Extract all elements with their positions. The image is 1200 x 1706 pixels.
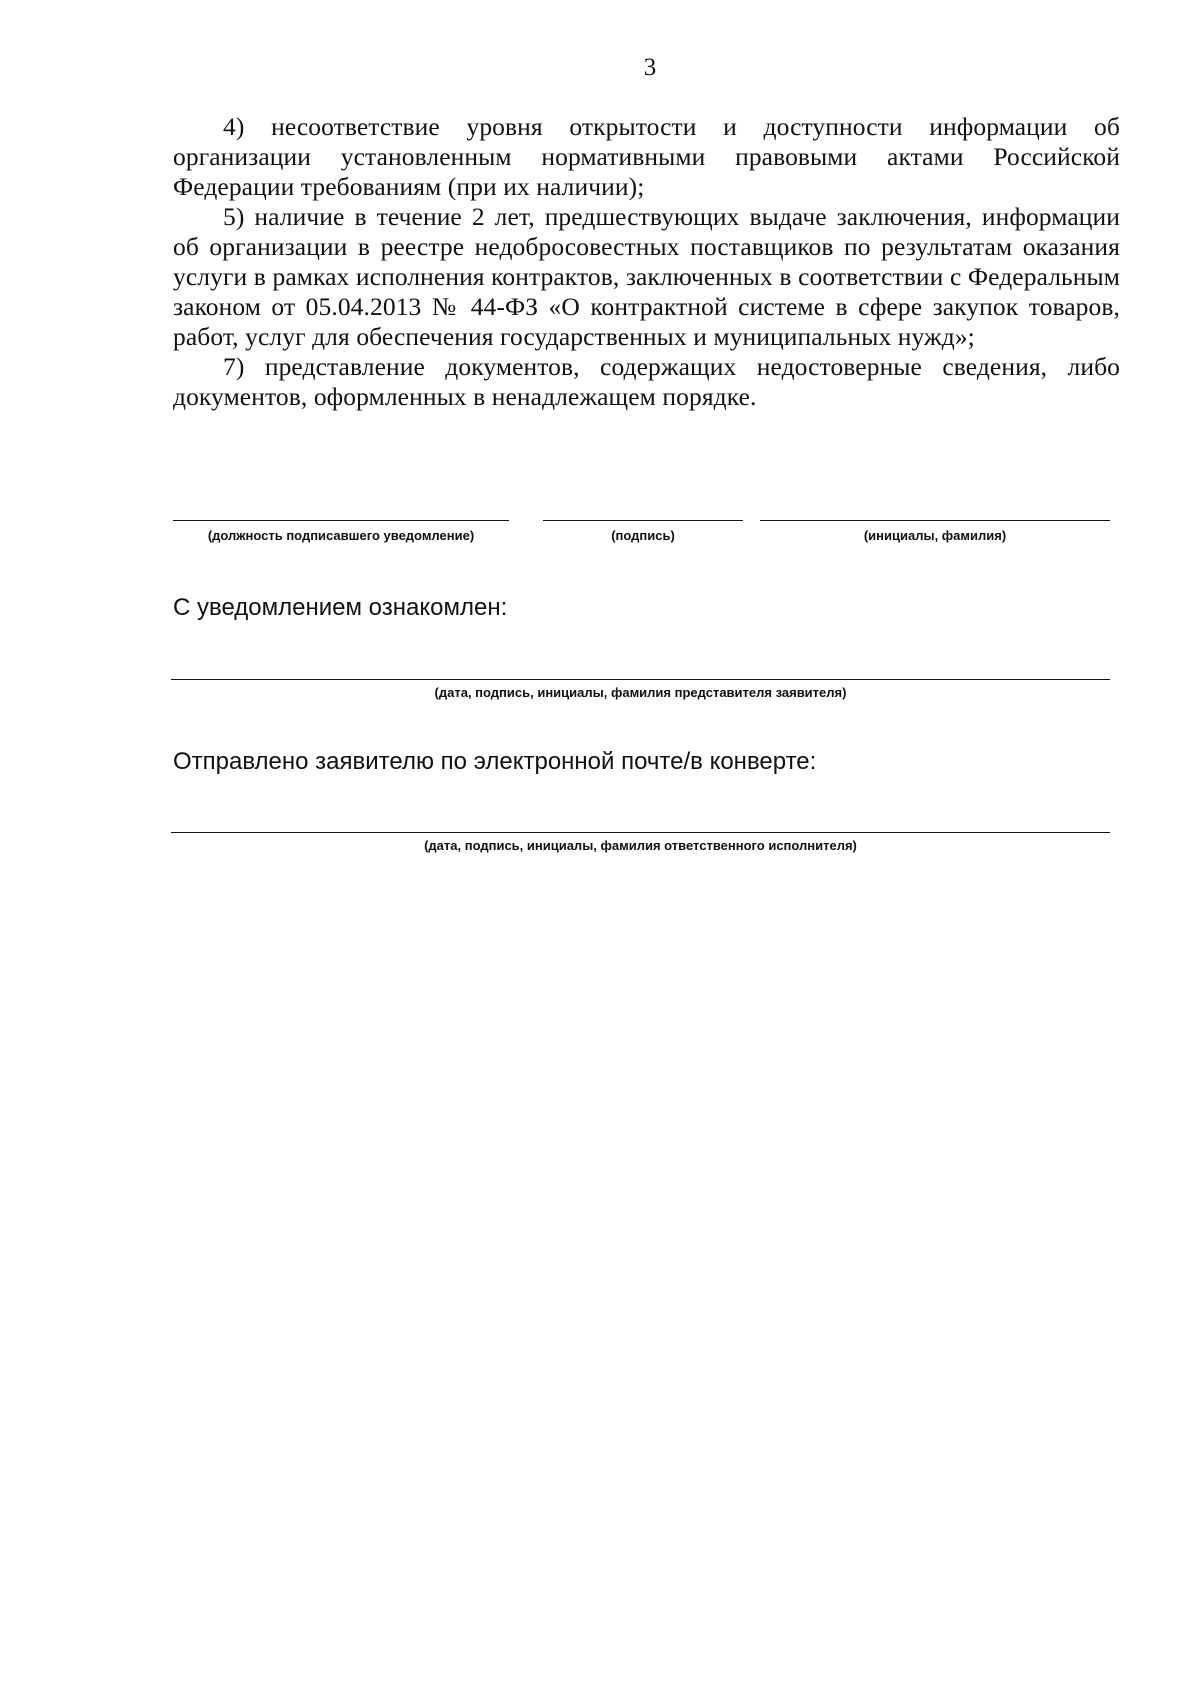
dispatch-line bbox=[171, 832, 1110, 853]
signature-caption: (подпись) bbox=[611, 528, 675, 543]
page-number: 3 bbox=[643, 54, 657, 81]
signature-line bbox=[543, 520, 743, 543]
name-caption: (инициалы, фамилия) bbox=[863, 528, 1007, 543]
document-body bbox=[173, 112, 1120, 412]
acknowledgement-line bbox=[171, 679, 1110, 700]
position-signature-line bbox=[173, 520, 509, 543]
acknowledgement-label: С уведомлением ознакомлен: bbox=[173, 594, 508, 621]
position-caption: (должность подписавшего уведомление) bbox=[207, 528, 475, 543]
name-signature-line bbox=[760, 520, 1110, 543]
dispatch-label: Отправлено заявителю по электронной почте/в конверте: bbox=[173, 748, 817, 775]
acknowledgement-caption: (дата, подпись, инициалы, фамилия представителя заявителя) bbox=[434, 685, 847, 700]
signature-block bbox=[173, 520, 1110, 560]
paragraph-item-5: 5) наличие в течение 2 лет, предшествующих выдаче заключения, информации об организации в реестре недобросовестных поставщиков по результатам оказания услуги в рамках исполнения контрактов, заключенных в соответствии с Федеральным законом от 05.04.2013 № 44-ФЗ «О контрактной системе в сфере закупок товаров, работ, услуг для обеспечения государственных и муниципальных нужд»; bbox=[173, 202, 1120, 351]
dispatch-caption: (дата, подпись, инициалы, фамилия ответственного исполнителя) bbox=[424, 838, 857, 853]
paragraph-item-4: 4) несоответствие уровня открытости и доступности информации об организации установленным нормативными правовыми актами Российской Федерации требованиям (при их наличии); bbox=[173, 112, 1120, 201]
paragraph-item-7: 7) представление документов, содержащих недостоверные сведения, либо документов, оформленных в ненадлежащем порядке. bbox=[173, 352, 1120, 411]
